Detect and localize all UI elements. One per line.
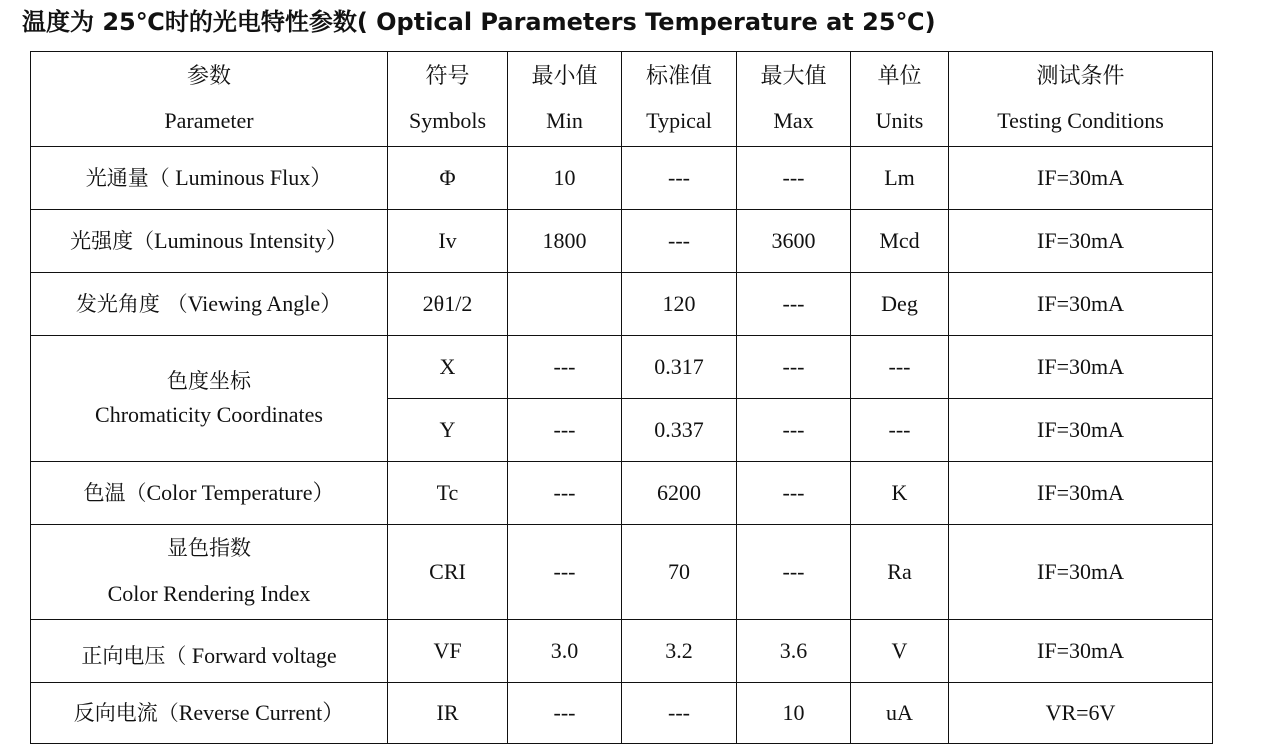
header-min: 最小值 Min <box>508 52 622 147</box>
parameter-cell: 光强度（Luminous Intensity） <box>31 210 388 273</box>
condition-cell: IF=30mA <box>949 525 1213 620</box>
symbol-cell: IR <box>388 683 508 744</box>
max-cell: 3.6 <box>737 620 851 683</box>
unit-cell: Lm <box>851 147 949 210</box>
optical-parameters-table <box>30 51 1213 744</box>
condition-cell: IF=30mA <box>949 620 1213 683</box>
typical-cell: 6200 <box>622 462 737 525</box>
unit-cell: Deg <box>851 273 949 336</box>
typical-cell: 70 <box>622 525 737 620</box>
max-cell: --- <box>737 399 851 462</box>
min-cell: --- <box>508 683 622 744</box>
parameter-cell: 色度坐标 Chromaticity Coordinates <box>31 336 388 462</box>
unit-cell: --- <box>851 399 949 462</box>
symbol-cell: Φ <box>388 147 508 210</box>
symbol-cell: CRI <box>388 525 508 620</box>
parameter-cell: 光通量（ Luminous Flux） <box>31 147 388 210</box>
condition-cell: IF=30mA <box>949 399 1213 462</box>
typical-cell: 120 <box>622 273 737 336</box>
symbol-cell: X <box>388 336 508 399</box>
max-cell: 3600 <box>737 210 851 273</box>
condition-cell: IF=30mA <box>949 147 1213 210</box>
table-row <box>31 525 1213 620</box>
min-cell <box>508 273 622 336</box>
min-cell: --- <box>508 336 622 399</box>
max-cell: --- <box>737 147 851 210</box>
min-cell: 1800 <box>508 210 622 273</box>
header-testing-conditions: 测试条件 Testing Conditions <box>949 52 1213 147</box>
table-row <box>31 147 1213 210</box>
parameter-cell: 发光角度 （Viewing Angle） <box>31 273 388 336</box>
unit-cell: Mcd <box>851 210 949 273</box>
max-cell: --- <box>737 525 851 620</box>
min-cell: --- <box>508 399 622 462</box>
parameter-cell: 反向电流（Reverse Current） <box>31 683 388 744</box>
table-row <box>31 273 1213 336</box>
max-cell: 10 <box>737 683 851 744</box>
parameter-cell: 色温（Color Temperature） <box>31 462 388 525</box>
unit-cell: V <box>851 620 949 683</box>
symbol-cell: VF <box>388 620 508 683</box>
table-row <box>31 336 1213 399</box>
header-row <box>31 52 1213 147</box>
symbol-cell: Y <box>388 399 508 462</box>
header-max: 最大值 Max <box>737 52 851 147</box>
min-cell: --- <box>508 525 622 620</box>
header-units: 单位 Units <box>851 52 949 147</box>
table-row <box>31 683 1213 744</box>
symbol-cell: 2θ1/2 <box>388 273 508 336</box>
condition-cell: IF=30mA <box>949 462 1213 525</box>
symbol-cell: Tc <box>388 462 508 525</box>
header-typical: 标准值 Typical <box>622 52 737 147</box>
typical-cell: 0.337 <box>622 399 737 462</box>
unit-cell: K <box>851 462 949 525</box>
parameter-cell: 显色指数 Color Rendering Index <box>31 525 388 620</box>
page-title: 温度为 25℃时的光电特性参数( Optical Parameters Temperature at 25℃) <box>22 8 936 36</box>
typical-cell: 0.317 <box>622 336 737 399</box>
min-cell: 10 <box>508 147 622 210</box>
min-cell: 3.0 <box>508 620 622 683</box>
condition-cell: IF=30mA <box>949 210 1213 273</box>
header-symbols: 符号 Symbols <box>388 52 508 147</box>
min-cell: --- <box>508 462 622 525</box>
typical-cell: --- <box>622 147 737 210</box>
max-cell: --- <box>737 336 851 399</box>
max-cell: --- <box>737 273 851 336</box>
max-cell: --- <box>737 462 851 525</box>
condition-cell: IF=30mA <box>949 273 1213 336</box>
parameter-cell: 正向电压（ Forward voltage <box>31 620 388 683</box>
table-row <box>31 620 1213 683</box>
typical-cell: 3.2 <box>622 620 737 683</box>
typical-cell: --- <box>622 683 737 744</box>
unit-cell: --- <box>851 336 949 399</box>
unit-cell: Ra <box>851 525 949 620</box>
table-row <box>31 462 1213 525</box>
condition-cell: VR=6V <box>949 683 1213 744</box>
table-row <box>31 210 1213 273</box>
header-parameter: 参数 Parameter <box>31 52 388 147</box>
condition-cell: IF=30mA <box>949 336 1213 399</box>
symbol-cell: Iv <box>388 210 508 273</box>
unit-cell: uA <box>851 683 949 744</box>
typical-cell: --- <box>622 210 737 273</box>
